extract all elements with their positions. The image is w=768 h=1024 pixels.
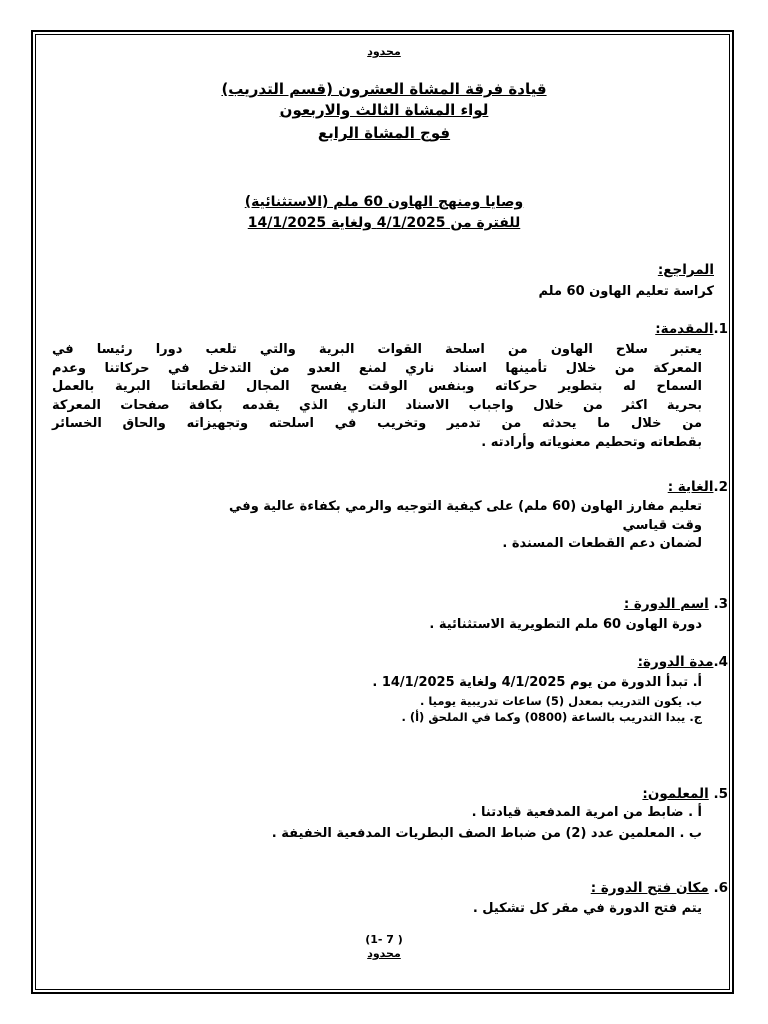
instructors-item-a: أ . ضابط من امرية المدفعية قيادتنا . [471,805,702,820]
page-number: ( 7 -1) [365,933,403,946]
title-line-2: للفترة من 4/1/2025 ولغاية 14/1/2025 [247,215,521,231]
course-name-number: 3. [713,596,728,612]
intro-line: يعتبر سلاح الهاون من اسلحة القوات البرية والتي تلعب دورا رئيسا في [52,342,702,357]
intro-line: بحرية اكثر من خلال واجباب الاسناد الناري الذي يقدمه بكافة صفحات المعركة [52,397,702,413]
header-line-1: قيادة فرقة المشاة العشرون (قسم التدريب) [221,80,547,98]
location-heading [591,880,728,896]
intro-line: من خلال ما يحدثه من تدمير وتخريب في اسلحته وتجهيزاته والحاق الخسائر [52,416,702,432]
classification-bottom: محدود [367,947,401,960]
duration-item-b: ب. يكون التدريب بمعدل (5) ساعات تدريبية يوميا . [419,694,702,708]
intro-paragraph [52,341,702,453]
intro-number: 1. [713,321,728,337]
duration-label: مدة الدورة: [637,654,714,670]
goal-heading [668,479,728,495]
instructors-heading [642,786,728,802]
intro-line: السماح له بتطوير حركاته وبنفس الوقت يفسح المجال لقطعاتنا البرية بالعمل [52,379,702,395]
header-line-3: فوج المشاة الرابع [317,124,451,142]
course-name-heading [624,596,728,612]
duration-heading [638,654,728,670]
duration-number: 4. [713,654,728,670]
instructors-number: 5. [713,786,728,802]
duration-item-c: ج. يبدا التدريب بالساعة (0800) وكما في الملحق (أ) . [401,710,702,724]
goal-line: تعليم مفارز الهاون (60 ملم) على كيفية التوجيه والرمي بكفاءة عالية وفي [229,499,702,514]
intro-line: بقطعاته وتحطيم معنوياته وأرادته . [481,434,702,450]
instructors-label: المعلمون: [642,786,709,802]
location-label: مكان فتح الدورة : [590,880,709,896]
intro-line: المعركة من خلال تأمينها اسناد ناري لمنع العدو من التدخل في حركاتنا وعدم [52,360,702,376]
references-text: كراسة تعليم الهاون 60 ملم [538,284,714,299]
location-number: 6. [713,880,728,896]
goal-number: 2. [713,479,728,495]
goal-line: لضمان دعم القطعات المسندة . [502,536,702,552]
goal-line: وقت قياسي [622,517,702,533]
instructors-item-b: ب . المعلمين عدد (2) من ضباط الصف البطريات المدفعية الخفيفة . [271,826,702,841]
intro-heading [655,321,728,337]
goal-paragraph [42,498,702,554]
intro-label: المقدمة: [655,321,714,337]
references-label: المراجع: [657,262,714,278]
goal-label: الغاية : [667,479,714,495]
document-page [40,40,728,990]
course-name-label: اسم الدورة : [623,596,709,612]
references-heading [658,262,714,278]
location-text: يتم فتح الدورة في مقر كل تشكيل . [472,901,702,916]
course-name-text: دورة الهاون 60 ملم التطويرية الاستثنائية . [429,617,702,632]
header-line-2: لواء المشاة الثالث والاربعون [279,101,489,119]
title-line-1: وصايا ومنهج الهاون 60 ملم (الاستثنائية) [244,194,524,210]
classification-top: محدود [367,45,401,58]
duration-item-a: أ. تبدأ الدورة من يوم 4/1/2025 ولغاية 14/1/2025 . [372,675,702,690]
